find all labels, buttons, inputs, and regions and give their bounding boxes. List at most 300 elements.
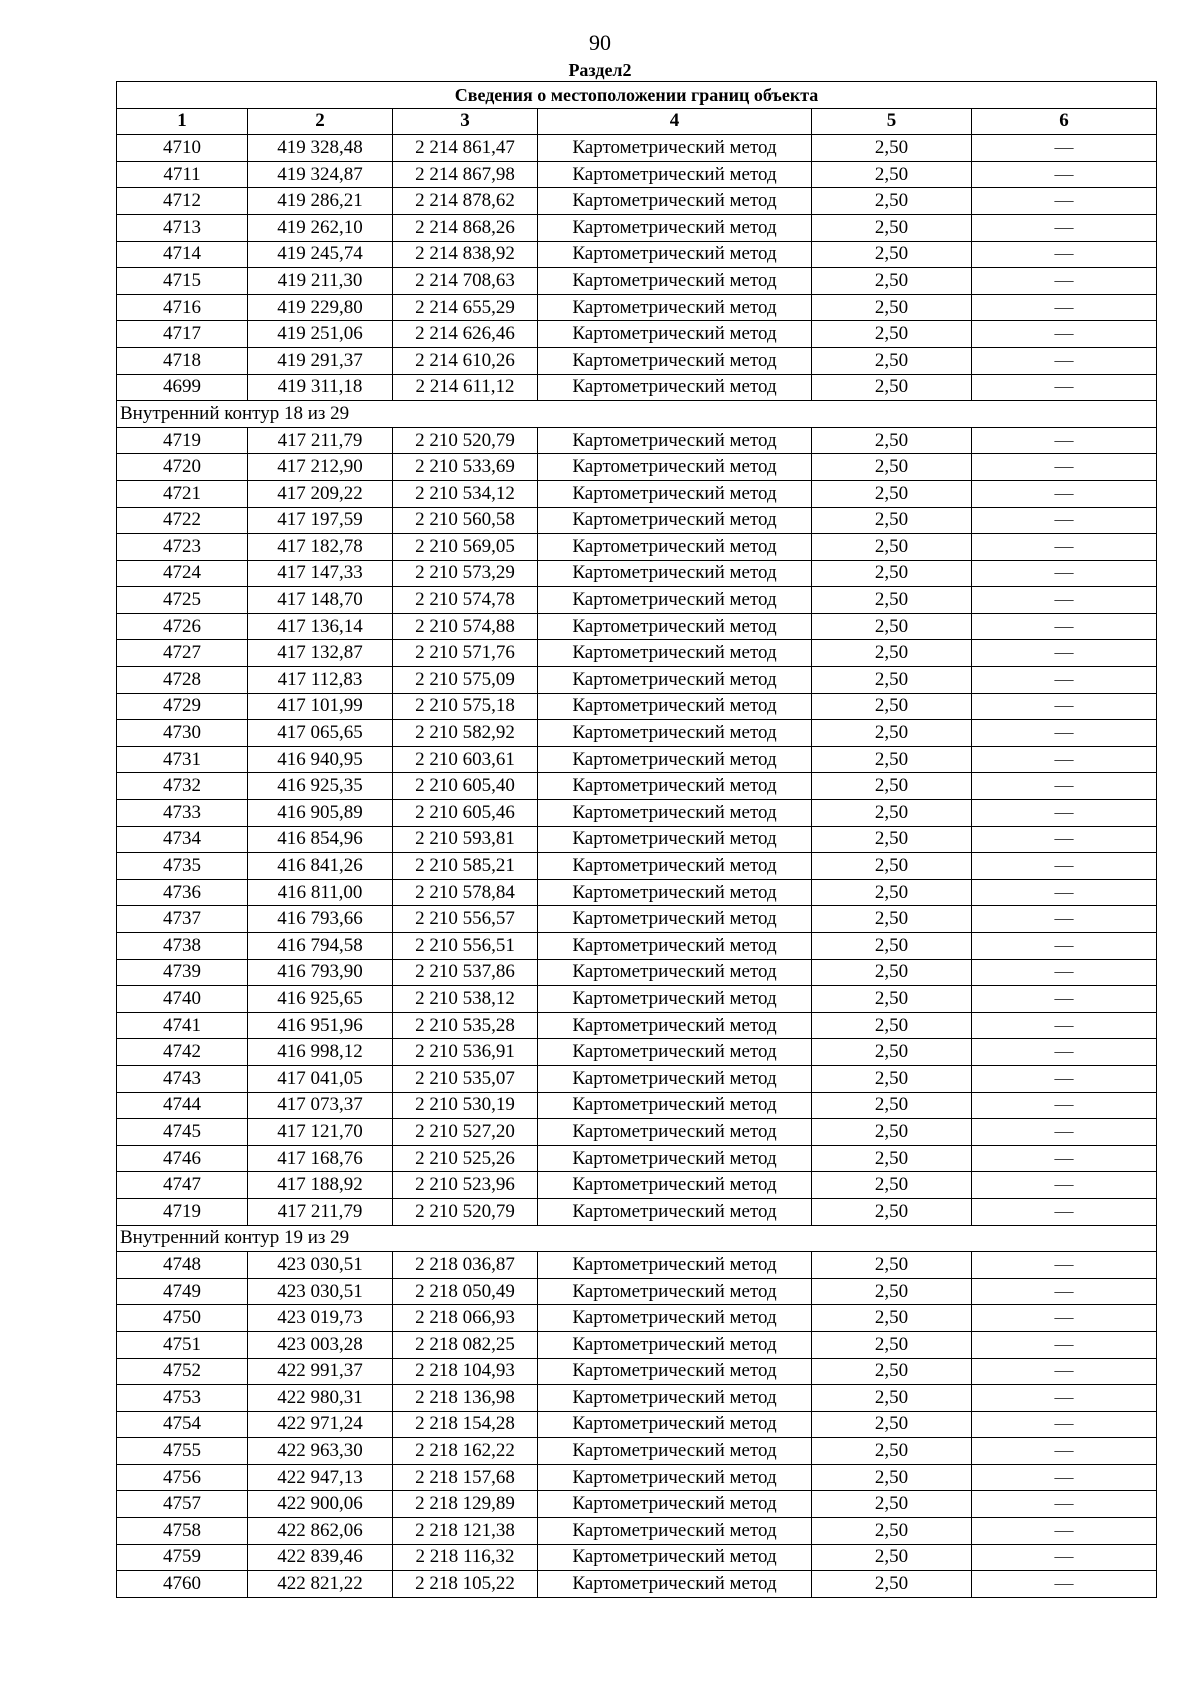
note-cell: — (972, 454, 1157, 481)
y-coordinate-cell: 2 210 534,12 (393, 480, 538, 507)
table-row (117, 959, 1157, 986)
y-coordinate-cell: 2 218 129,89 (393, 1491, 538, 1518)
y-coordinate-cell: 2 210 538,12 (393, 986, 538, 1013)
table-row (117, 1145, 1157, 1172)
method-cell: Картометрический метод (538, 241, 812, 268)
table-caption-row (117, 82, 1157, 109)
x-coordinate-cell: 416 951,96 (248, 1012, 393, 1039)
note-cell: — (972, 1065, 1157, 1092)
note-cell: — (972, 906, 1157, 933)
method-cell: Картометрический метод (538, 480, 812, 507)
x-coordinate-cell: 423 030,51 (248, 1252, 393, 1279)
x-coordinate-cell: 416 811,00 (248, 879, 393, 906)
accuracy-cell: 2,50 (812, 1491, 972, 1518)
point-number-cell: 4720 (117, 454, 248, 481)
point-number-cell: 4729 (117, 693, 248, 720)
method-cell: Картометрический метод (538, 1438, 812, 1465)
table-row (117, 1544, 1157, 1571)
table-row (117, 1518, 1157, 1545)
table-row (117, 188, 1157, 215)
x-coordinate-cell: 417 148,70 (248, 587, 393, 614)
method-cell: Картометрический метод (538, 1385, 812, 1412)
note-cell: — (972, 746, 1157, 773)
note-cell: — (972, 640, 1157, 667)
x-coordinate-cell: 416 940,95 (248, 746, 393, 773)
note-cell: — (972, 1012, 1157, 1039)
note-cell: — (972, 560, 1157, 587)
x-coordinate-cell: 422 991,37 (248, 1358, 393, 1385)
table-row (117, 480, 1157, 507)
table-row (117, 906, 1157, 933)
method-cell: Картометрический метод (538, 906, 812, 933)
accuracy-cell: 2,50 (812, 454, 972, 481)
y-coordinate-cell: 2 214 610,26 (393, 347, 538, 374)
accuracy-cell: 2,50 (812, 1278, 972, 1305)
note-cell: — (972, 1518, 1157, 1545)
method-cell: Картометрический метод (538, 374, 812, 401)
y-coordinate-cell: 2 210 527,20 (393, 1119, 538, 1146)
note-cell: — (972, 507, 1157, 534)
table-row (117, 640, 1157, 667)
point-number-cell: 4739 (117, 959, 248, 986)
note-cell: — (972, 853, 1157, 880)
table-row (117, 693, 1157, 720)
x-coordinate-cell: 417 101,99 (248, 693, 393, 720)
accuracy-cell: 2,50 (812, 374, 972, 401)
note-cell: — (972, 1119, 1157, 1146)
table-row (117, 161, 1157, 188)
point-number-cell: 4717 (117, 321, 248, 348)
y-coordinate-cell: 2 210 533,69 (393, 454, 538, 481)
accuracy-cell: 2,50 (812, 906, 972, 933)
table-row (117, 773, 1157, 800)
y-coordinate-cell: 2 214 626,46 (393, 321, 538, 348)
x-coordinate-cell: 417 112,83 (248, 667, 393, 694)
x-coordinate-cell: 417 212,90 (248, 454, 393, 481)
method-cell: Картометрический метод (538, 1544, 812, 1571)
point-number-cell: 4736 (117, 879, 248, 906)
x-coordinate-cell: 423 019,73 (248, 1305, 393, 1332)
accuracy-cell: 2,50 (812, 560, 972, 587)
table-row (117, 1411, 1157, 1438)
x-coordinate-cell: 416 854,96 (248, 826, 393, 853)
accuracy-cell: 2,50 (812, 1145, 972, 1172)
table-row (117, 135, 1157, 162)
note-cell: — (972, 1145, 1157, 1172)
accuracy-cell: 2,50 (812, 135, 972, 162)
table-row (117, 853, 1157, 880)
y-coordinate-cell: 2 210 520,79 (393, 427, 538, 454)
x-coordinate-cell: 422 971,24 (248, 1411, 393, 1438)
note-cell: — (972, 693, 1157, 720)
x-coordinate-cell: 419 324,87 (248, 161, 393, 188)
x-coordinate-cell: 417 188,92 (248, 1172, 393, 1199)
method-cell: Картометрический метод (538, 1012, 812, 1039)
y-coordinate-cell: 2 210 593,81 (393, 826, 538, 853)
point-number-cell: 4742 (117, 1039, 248, 1066)
method-cell: Картометрический метод (538, 268, 812, 295)
method-cell: Картометрический метод (538, 720, 812, 747)
method-cell: Картометрический метод (538, 427, 812, 454)
accuracy-cell: 2,50 (812, 1464, 972, 1491)
accuracy-cell: 2,50 (812, 746, 972, 773)
y-coordinate-cell: 2 218 105,22 (393, 1571, 538, 1598)
y-coordinate-cell: 2 210 537,86 (393, 959, 538, 986)
y-coordinate-cell: 2 210 575,09 (393, 667, 538, 694)
method-cell: Картометрический метод (538, 1571, 812, 1598)
x-coordinate-cell: 419 251,06 (248, 321, 393, 348)
x-coordinate-cell: 416 841,26 (248, 853, 393, 880)
contour-section-row (117, 401, 1157, 428)
x-coordinate-cell: 419 229,80 (248, 294, 393, 321)
point-number-cell: 4730 (117, 720, 248, 747)
table-row (117, 613, 1157, 640)
accuracy-cell: 2,50 (812, 188, 972, 215)
note-cell: — (972, 1305, 1157, 1332)
table-row (117, 321, 1157, 348)
method-cell: Картометрический метод (538, 879, 812, 906)
accuracy-cell: 2,50 (812, 667, 972, 694)
x-coordinate-cell: 422 980,31 (248, 1385, 393, 1412)
note-cell: — (972, 1278, 1157, 1305)
table-row (117, 374, 1157, 401)
table-row (117, 347, 1157, 374)
column-number-5: 5 (812, 108, 972, 135)
method-cell: Картометрический метод (538, 214, 812, 241)
note-cell: — (972, 773, 1157, 800)
table-row (117, 1305, 1157, 1332)
accuracy-cell: 2,50 (812, 1039, 972, 1066)
point-number-cell: 4723 (117, 534, 248, 561)
table-row (117, 986, 1157, 1013)
x-coordinate-cell: 419 211,30 (248, 268, 393, 295)
point-number-cell: 4740 (117, 986, 248, 1013)
note-cell: — (972, 294, 1157, 321)
table-row (117, 667, 1157, 694)
accuracy-cell: 2,50 (812, 587, 972, 614)
note-cell: — (972, 188, 1157, 215)
y-coordinate-cell: 2 214 708,63 (393, 268, 538, 295)
x-coordinate-cell: 422 862,06 (248, 1518, 393, 1545)
x-coordinate-cell: 422 900,06 (248, 1491, 393, 1518)
note-cell: — (972, 1172, 1157, 1199)
x-coordinate-cell: 416 925,65 (248, 986, 393, 1013)
accuracy-cell: 2,50 (812, 986, 972, 1013)
note-cell: — (972, 933, 1157, 960)
x-coordinate-cell: 422 963,30 (248, 1438, 393, 1465)
accuracy-cell: 2,50 (812, 1331, 972, 1358)
method-cell: Картометрический метод (538, 1145, 812, 1172)
method-cell: Картометрический метод (538, 1305, 812, 1332)
accuracy-cell: 2,50 (812, 826, 972, 853)
point-number-cell: 4735 (117, 853, 248, 880)
point-number-cell: 4758 (117, 1518, 248, 1545)
x-coordinate-cell: 416 794,58 (248, 933, 393, 960)
note-cell: — (972, 1438, 1157, 1465)
y-coordinate-cell: 2 218 036,87 (393, 1252, 538, 1279)
method-cell: Картометрический метод (538, 773, 812, 800)
table-row (117, 1039, 1157, 1066)
point-number-cell: 4715 (117, 268, 248, 295)
table-row (117, 1172, 1157, 1199)
table-row (117, 1464, 1157, 1491)
contour-section-row (117, 1225, 1157, 1252)
table-row (117, 1358, 1157, 1385)
accuracy-cell: 2,50 (812, 534, 972, 561)
table-row (117, 507, 1157, 534)
method-cell: Картометрический метод (538, 560, 812, 587)
y-coordinate-cell: 2 218 050,49 (393, 1278, 538, 1305)
point-number-cell: 4756 (117, 1464, 248, 1491)
table-row (117, 1571, 1157, 1598)
x-coordinate-cell: 417 182,78 (248, 534, 393, 561)
note-cell: — (972, 1571, 1157, 1598)
method-cell: Картометрический метод (538, 1464, 812, 1491)
y-coordinate-cell: 2 210 585,21 (393, 853, 538, 880)
table-row (117, 879, 1157, 906)
table-row (117, 1252, 1157, 1279)
y-coordinate-cell: 2 218 136,98 (393, 1385, 538, 1412)
point-number-cell: 4724 (117, 560, 248, 587)
y-coordinate-cell: 2 218 157,68 (393, 1464, 538, 1491)
point-number-cell: 4738 (117, 933, 248, 960)
point-number-cell: 4710 (117, 135, 248, 162)
point-number-cell: 4753 (117, 1385, 248, 1412)
x-coordinate-cell: 417 197,59 (248, 507, 393, 534)
note-cell: — (972, 959, 1157, 986)
method-cell: Картометрический метод (538, 933, 812, 960)
method-cell: Картометрический метод (538, 534, 812, 561)
point-number-cell: 4741 (117, 1012, 248, 1039)
point-number-cell: 4754 (117, 1411, 248, 1438)
method-cell: Картометрический метод (538, 640, 812, 667)
x-coordinate-cell: 419 328,48 (248, 135, 393, 162)
method-cell: Картометрический метод (538, 507, 812, 534)
column-number-3: 3 (393, 108, 538, 135)
y-coordinate-cell: 2 218 066,93 (393, 1305, 538, 1332)
point-number-cell: 4732 (117, 773, 248, 800)
note-cell: — (972, 241, 1157, 268)
note-cell: — (972, 135, 1157, 162)
y-coordinate-cell: 2 210 603,61 (393, 746, 538, 773)
accuracy-cell: 2,50 (812, 1119, 972, 1146)
x-coordinate-cell: 416 793,90 (248, 959, 393, 986)
method-cell: Картометрический метод (538, 321, 812, 348)
section-title: Раздел2 (568, 60, 632, 80)
y-coordinate-cell: 2 210 536,91 (393, 1039, 538, 1066)
x-coordinate-cell: 416 998,12 (248, 1039, 393, 1066)
x-coordinate-cell: 416 905,89 (248, 800, 393, 827)
method-cell: Картометрический метод (538, 188, 812, 215)
note-cell: — (972, 1331, 1157, 1358)
column-number-6: 6 (972, 108, 1157, 135)
note-cell: — (972, 1198, 1157, 1225)
y-coordinate-cell: 2 210 574,78 (393, 587, 538, 614)
x-coordinate-cell: 422 839,46 (248, 1544, 393, 1571)
y-coordinate-cell: 2 210 582,92 (393, 720, 538, 747)
method-cell: Картометрический метод (538, 800, 812, 827)
table-row (117, 933, 1157, 960)
x-coordinate-cell: 417 209,22 (248, 480, 393, 507)
table-row (117, 1065, 1157, 1092)
y-coordinate-cell: 2 210 520,79 (393, 1198, 538, 1225)
accuracy-cell: 2,50 (812, 720, 972, 747)
point-number-cell: 4759 (117, 1544, 248, 1571)
y-coordinate-cell: 2 218 082,25 (393, 1331, 538, 1358)
method-cell: Картометрический метод (538, 693, 812, 720)
y-coordinate-cell: 2 214 861,47 (393, 135, 538, 162)
table-row (117, 454, 1157, 481)
method-cell: Картометрический метод (538, 294, 812, 321)
note-cell: — (972, 161, 1157, 188)
y-coordinate-cell: 2 214 655,29 (393, 294, 538, 321)
method-cell: Картометрический метод (538, 826, 812, 853)
y-coordinate-cell: 2 210 569,05 (393, 534, 538, 561)
accuracy-cell: 2,50 (812, 294, 972, 321)
note-cell: — (972, 587, 1157, 614)
method-cell: Картометрический метод (538, 959, 812, 986)
note-cell: — (972, 1491, 1157, 1518)
y-coordinate-cell: 2 210 571,76 (393, 640, 538, 667)
y-coordinate-cell: 2 214 878,62 (393, 188, 538, 215)
method-cell: Картометрический метод (538, 853, 812, 880)
table-row (117, 1198, 1157, 1225)
contour-section-label: Внутренний контур 18 из 29 (117, 401, 1157, 428)
column-number-row (117, 108, 1157, 135)
point-number-cell: 4737 (117, 906, 248, 933)
y-coordinate-cell: 2 218 104,93 (393, 1358, 538, 1385)
x-coordinate-cell: 417 132,87 (248, 640, 393, 667)
y-coordinate-cell: 2 210 523,96 (393, 1172, 538, 1199)
contour-section-label: Внутренний контур 19 из 29 (117, 1225, 1157, 1252)
y-coordinate-cell: 2 210 574,88 (393, 613, 538, 640)
method-cell: Картометрический метод (538, 986, 812, 1013)
method-cell: Картометрический метод (538, 1331, 812, 1358)
y-coordinate-cell: 2 210 575,18 (393, 693, 538, 720)
y-coordinate-cell: 2 214 868,26 (393, 214, 538, 241)
table-row (117, 214, 1157, 241)
point-number-cell: 4755 (117, 1438, 248, 1465)
note-cell: — (972, 720, 1157, 747)
x-coordinate-cell: 419 311,18 (248, 374, 393, 401)
accuracy-cell: 2,50 (812, 1571, 972, 1598)
x-coordinate-cell: 416 793,66 (248, 906, 393, 933)
note-cell: — (972, 347, 1157, 374)
point-number-cell: 4749 (117, 1278, 248, 1305)
x-coordinate-cell: 416 925,35 (248, 773, 393, 800)
note-cell: — (972, 1039, 1157, 1066)
table-row (117, 560, 1157, 587)
table-row (117, 587, 1157, 614)
y-coordinate-cell: 2 210 556,57 (393, 906, 538, 933)
accuracy-cell: 2,50 (812, 347, 972, 374)
accuracy-cell: 2,50 (812, 321, 972, 348)
accuracy-cell: 2,50 (812, 1065, 972, 1092)
table-row (117, 1331, 1157, 1358)
point-number-cell: 4722 (117, 507, 248, 534)
point-number-cell: 4731 (117, 746, 248, 773)
point-number-cell: 4727 (117, 640, 248, 667)
method-cell: Картометрический метод (538, 613, 812, 640)
accuracy-cell: 2,50 (812, 1252, 972, 1279)
accuracy-cell: 2,50 (812, 1012, 972, 1039)
y-coordinate-cell: 2 210 535,07 (393, 1065, 538, 1092)
y-coordinate-cell: 2 210 525,26 (393, 1145, 538, 1172)
y-coordinate-cell: 2 214 838,92 (393, 241, 538, 268)
table-row (117, 826, 1157, 853)
point-number-cell: 4718 (117, 347, 248, 374)
accuracy-cell: 2,50 (812, 800, 972, 827)
method-cell: Картометрический метод (538, 161, 812, 188)
point-number-cell: 4744 (117, 1092, 248, 1119)
method-cell: Картометрический метод (538, 1358, 812, 1385)
y-coordinate-cell: 2 218 116,32 (393, 1544, 538, 1571)
table-row (117, 1491, 1157, 1518)
table-body (117, 135, 1157, 1598)
x-coordinate-cell: 422 947,13 (248, 1464, 393, 1491)
accuracy-cell: 2,50 (812, 268, 972, 295)
point-number-cell: 4746 (117, 1145, 248, 1172)
y-coordinate-cell: 2 214 867,98 (393, 161, 538, 188)
y-coordinate-cell: 2 210 605,46 (393, 800, 538, 827)
accuracy-cell: 2,50 (812, 480, 972, 507)
point-number-cell: 4760 (117, 1571, 248, 1598)
accuracy-cell: 2,50 (812, 613, 972, 640)
point-number-cell: 4733 (117, 800, 248, 827)
x-coordinate-cell: 417 136,14 (248, 613, 393, 640)
accuracy-cell: 2,50 (812, 1411, 972, 1438)
method-cell: Картометрический метод (538, 667, 812, 694)
method-cell: Картометрический метод (538, 1491, 812, 1518)
table-row (117, 1438, 1157, 1465)
point-number-cell: 4751 (117, 1331, 248, 1358)
point-number-cell: 4745 (117, 1119, 248, 1146)
note-cell: — (972, 1092, 1157, 1119)
table-row (117, 1092, 1157, 1119)
x-coordinate-cell: 419 262,10 (248, 214, 393, 241)
note-cell: — (972, 214, 1157, 241)
accuracy-cell: 2,50 (812, 773, 972, 800)
point-number-cell: 4699 (117, 374, 248, 401)
page-number: 90 (589, 30, 611, 55)
note-cell: — (972, 826, 1157, 853)
method-cell: Картометрический метод (538, 1172, 812, 1199)
x-coordinate-cell: 417 065,65 (248, 720, 393, 747)
table-row (117, 1385, 1157, 1412)
x-coordinate-cell: 419 291,37 (248, 347, 393, 374)
note-cell: — (972, 321, 1157, 348)
x-coordinate-cell: 419 286,21 (248, 188, 393, 215)
method-cell: Картометрический метод (538, 1518, 812, 1545)
x-coordinate-cell: 417 211,79 (248, 427, 393, 454)
note-cell: — (972, 427, 1157, 454)
note-cell: — (972, 1464, 1157, 1491)
accuracy-cell: 2,50 (812, 853, 972, 880)
accuracy-cell: 2,50 (812, 693, 972, 720)
method-cell: Картометрический метод (538, 1411, 812, 1438)
x-coordinate-cell: 417 211,79 (248, 1198, 393, 1225)
x-coordinate-cell: 417 073,37 (248, 1092, 393, 1119)
accuracy-cell: 2,50 (812, 1544, 972, 1571)
point-number-cell: 4716 (117, 294, 248, 321)
accuracy-cell: 2,50 (812, 161, 972, 188)
table-row (117, 427, 1157, 454)
accuracy-cell: 2,50 (812, 1092, 972, 1119)
method-cell: Картометрический метод (538, 1198, 812, 1225)
accuracy-cell: 2,50 (812, 933, 972, 960)
note-cell: — (972, 1252, 1157, 1279)
y-coordinate-cell: 2 210 605,40 (393, 773, 538, 800)
